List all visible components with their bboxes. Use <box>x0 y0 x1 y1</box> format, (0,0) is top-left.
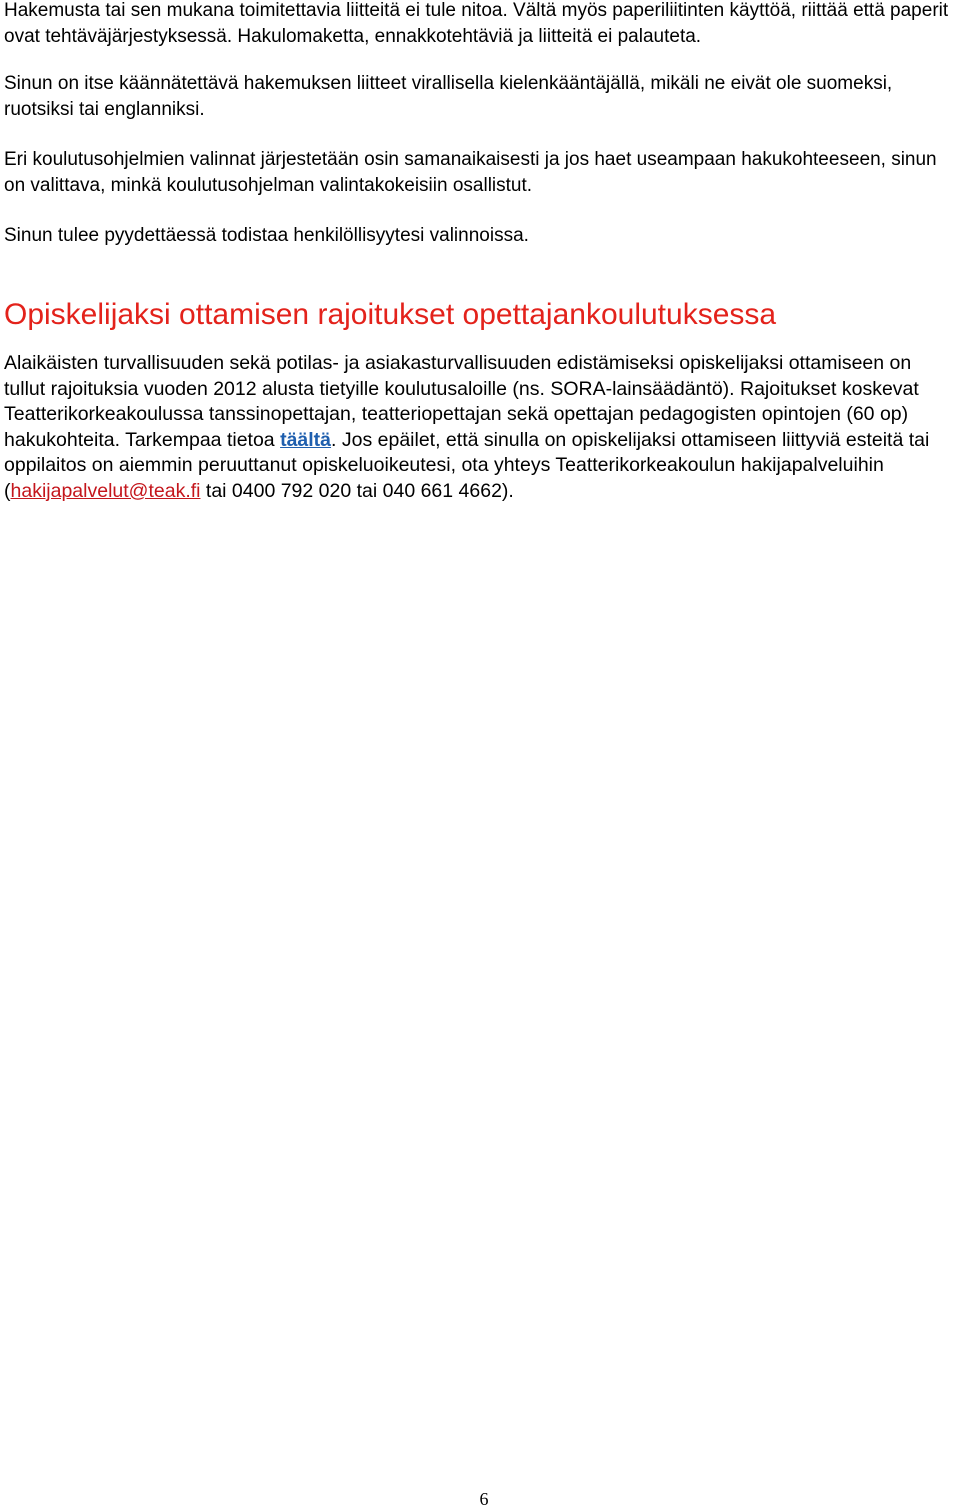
identification-paragraph: Sinun tulee pyydettäessä todistaa henkilöllisyytesi valinnoissa. <box>4 225 529 246</box>
email-link[interactable]: hakijapalvelut@teak.fi <box>10 479 201 502</box>
section-heading: Opiskelijaksi ottamisen rajoitukset opettajankoulutuksessa <box>4 298 777 331</box>
restrictions-paragraph <box>4 351 956 505</box>
restrictions-text-2: . Jos epäilet, että sinulla on opiskelijaksi ottamiseen liittyviä esteitä tai oppilaitos on aiemmin peruuttanut opiskeluoikeutesi, ota yhteys Teatterikorkeakoulun hakijapalveluihin ( <box>4 428 930 502</box>
parallel-selection-paragraph: Eri koulutusohjelmien valinnat järjestetään osin samanaikaisesti ja jos haet useampaan hakukohteeseen, sinun on valittava, minkä koulutusohjelman valintakokeisiin osallistut. <box>4 149 937 196</box>
attachments-paragraph: Hakemusta tai sen mukana toimitettavia liitteitä ei tule nitoa. Vältä myös paperiliitinten käyttöä, riittää että paperit ovat tehtäväjärjestyksessä. Hakulomaketta, ennakkotehtäviä ja liitteitä ei palauteta. <box>4 0 949 47</box>
page-number: 6 <box>479 1489 489 1509</box>
restrictions-text-1: Alaikäisten turvallisuuden sekä potilas- ja asiakasturvallisuuden edistämiseksi opiskelijaksi ottamiseen on tullut rajoituksia vuoden 2012 alusta tietyille koulutusaloille (ns. SORA-lainsäädäntö). Rajoitukset koskevat Teatterikorkeakoulussa tanssinopettajan, teatteriopettajan sekä opettajan pedagogisten opintojen (60 op) hakukohteita. Tarkempaa tietoa <box>4 352 919 451</box>
document-body <box>4 0 956 505</box>
translation-paragraph: Sinun on itse käännätettävä hakemuksen liitteet virallisella kielenkääntäjällä, mikäli ne eivät ole suomeksi, ruotsiksi tai englanniksi. <box>4 73 893 120</box>
restrictions-text-3: tai 0400 792 020 tai 040 661 4662). <box>200 479 514 502</box>
more-info-link[interactable]: täältä <box>280 428 332 451</box>
